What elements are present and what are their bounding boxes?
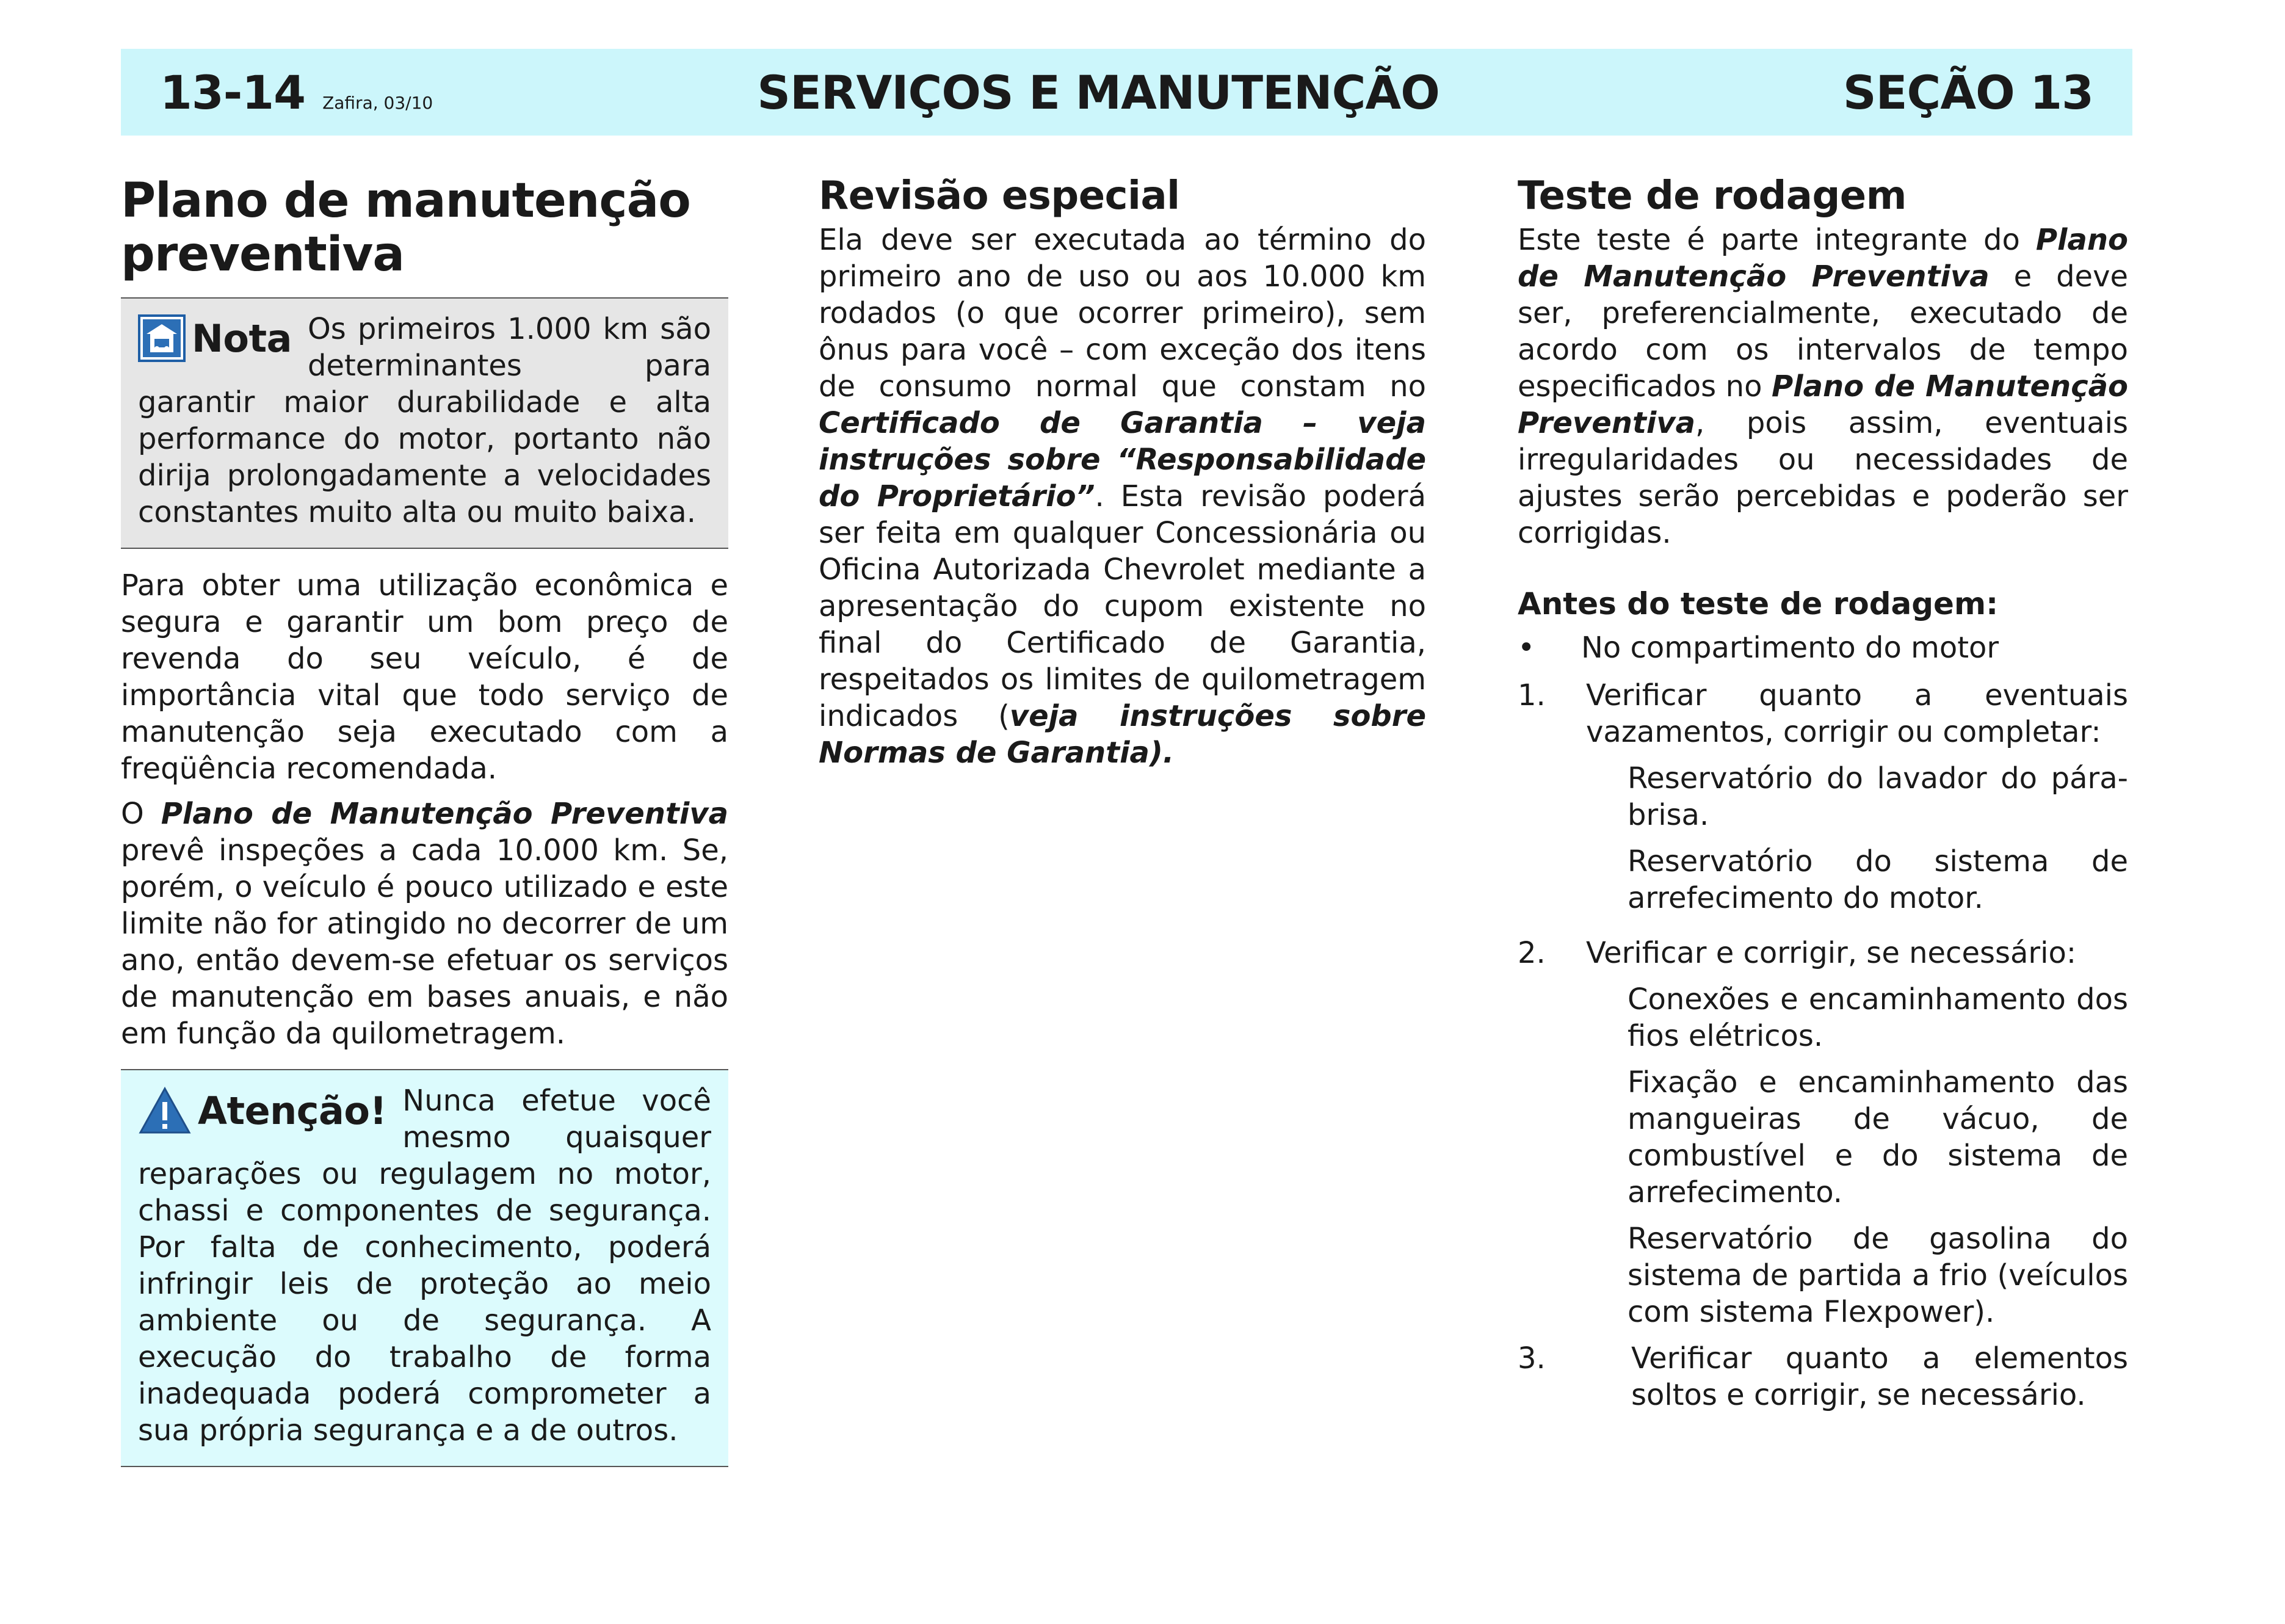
item-text: Verificar e corrigir, se necessário: (1586, 936, 2077, 970)
road-test-plan-1: Plano de Manutenção Preventiva (1518, 223, 2128, 294)
road-test-text-e: , pois assim, eventuais irregularidades ou necessidades de ajustes serão percebidas e poderão ser corrigidas. (1518, 406, 2128, 550)
column-1 (121, 174, 728, 1485)
header-title: SERVIÇOS E MANUTENÇÃO (757, 65, 1439, 120)
plan-paragraph (121, 796, 728, 1052)
sub-item: Reservatório do lavador do pára-brisa. (1628, 761, 2128, 832)
revision-title: Revisão especial (819, 173, 1180, 219)
warning-triangle-icon (138, 1086, 192, 1135)
before-test-subtitle: Antes do teste de rodagem: (1518, 586, 1999, 622)
section-title: Plano de manutenção preventiva (121, 173, 690, 282)
warning-header (138, 1086, 386, 1135)
plan-text-a: O (121, 797, 161, 831)
column-3 (1518, 174, 2128, 1423)
car-service-icon (138, 314, 186, 362)
road-test-title: Teste de rodagem (1518, 173, 1907, 219)
note-header (138, 314, 292, 362)
item-text: Verificar quanto a elementos soltos e corrigir, se necessário. (1631, 1341, 2128, 1412)
header-left (160, 65, 433, 120)
column-2 (819, 174, 1426, 780)
road-test-plan-2: Plano de Manutenção Preventiva (1518, 369, 2129, 440)
item-number: 2. (1518, 936, 1546, 970)
note-text: Os primeiros 1.000 km são determinantes para garantir maior durabilidade e alta performance do motor, portanto não dirija prolongadamente a velocidades constantes muito alta ou muito baixa. (138, 312, 711, 529)
intro-paragraph: Para obter uma utilização econômica e segura e garantir um bom preço de revenda do seu veículo, é de importância vital que todo serviço de manutenção seja executado com a freqüência recomendada. (121, 568, 728, 786)
road-test-paragraph (1518, 222, 2128, 551)
road-test-text-c: e deve ser, preferencialmente, executado de acordo com os intervalos de tempo especificados no (1518, 259, 2128, 404)
warning-box (121, 1069, 728, 1467)
list-item-2 (1518, 935, 2128, 971)
bullet-mark: • (1518, 631, 1535, 665)
page-header (121, 49, 2132, 136)
page-number: 13-14 (160, 65, 306, 120)
bullet-text: No compartimento do motor (1581, 631, 1999, 665)
sub-item: Conexões e encaminhamento dos fios elétricos. (1628, 982, 2128, 1053)
revision-warranty-norms: veja instruções sobre Normas de Garantia). (819, 699, 1426, 770)
item-number: 3. (1518, 1341, 1546, 1376)
revision-paragraph (819, 222, 1426, 771)
section-label: SEÇÃO 13 (1842, 65, 2093, 120)
sub-item: Reservatório de gasolina do sistema de partida a frio (veículos com sistema Flexpower). (1628, 1222, 2128, 1329)
list-item-3 (1518, 1340, 2128, 1413)
bullet-item (1518, 629, 2128, 666)
item-text: Verificar quanto a eventuais vazamentos, corrigir ou completar: (1586, 678, 2128, 749)
note-label: Nota (192, 316, 292, 361)
sub-item: Fixação e encaminhamento das mangueiras de vácuo, de combustível e do sistema de arrefecimento. (1628, 1065, 2128, 1209)
revision-text-a: Ela deve ser executada ao término do primeiro ano de uso ou aos 10.000 km rodados (o que ocorrer primeiro), sem ônus para você – com exceção dos itens de consumo normal que constam no (819, 223, 1426, 404)
sub-item: Reservatório do sistema de arrefecimento do motor. (1628, 844, 2128, 915)
revision-warranty-ref: Certificado de Garantia – veja instruções sobre “Responsabilidade do Proprietário” (819, 406, 1426, 513)
warning-label: Atenção! (198, 1088, 387, 1133)
plan-name: Plano de Manutenção Preventiva (161, 797, 728, 831)
revision-text-c: . Esta revisão poderá ser feita em qualquer Concessionária ou Oficina Autorizada Chevrolet mediante a apresentação do cupom existente no final do Certificado de Garantia, respeitados os limites de quilometragem indicados ( (819, 479, 1426, 733)
road-test-text-a: Este teste é parte integrante do (1518, 223, 2036, 257)
edition-label: Zafira, 03/10 (322, 92, 433, 113)
warning-text: Nunca efetue você mesmo quaisquer reparações ou regulagem no motor, chassi e componentes de segurança. Por falta de conhecimento, poderá infringir leis de proteção ao meio ambiente ou de segurança. A execução do trabalho de forma inadequada poderá comprometer a sua própria segurança e a de outros. (138, 1084, 711, 1448)
note-box (121, 297, 728, 549)
item-number: 1. (1518, 678, 1546, 712)
list-item-1 (1518, 677, 2128, 750)
plan-text-c: prevê inspeções a cada 10.000 km. Se, porém, o veículo é pouco utilizado e este limite não for atingido no decorrer de um ano, então devem-se efetuar os serviços de manutenção em bases anuais, e não em função da quilometragem. (121, 833, 728, 1051)
